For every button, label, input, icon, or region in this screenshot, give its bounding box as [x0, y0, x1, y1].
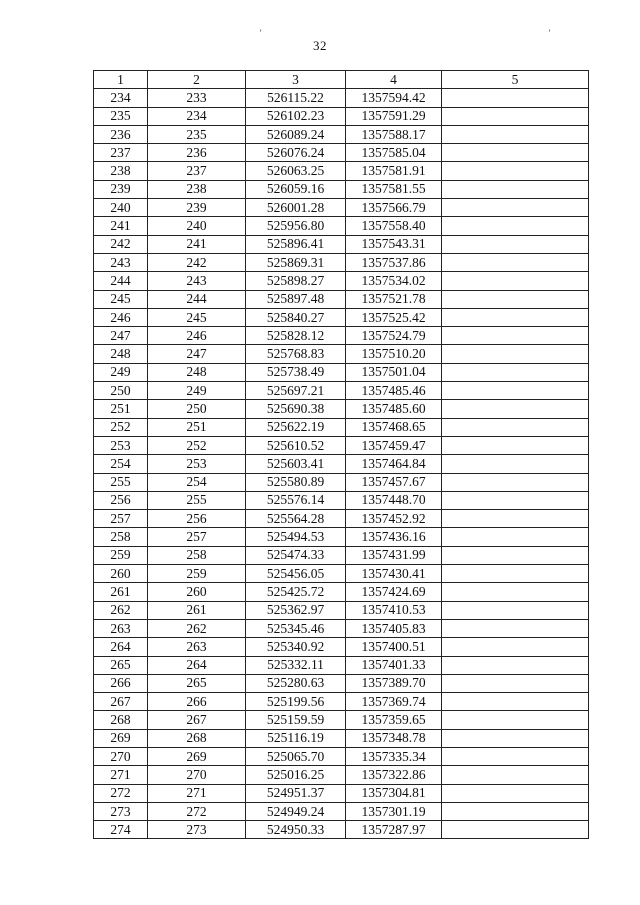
table-cell-col-1: 248	[94, 345, 148, 363]
table-cell-col-3: 526089.24	[246, 125, 346, 143]
table-cell-col-2: 250	[148, 400, 246, 418]
table-cell-col-3: 525474.33	[246, 546, 346, 564]
table-row	[94, 656, 589, 674]
table-cell-col-5	[442, 382, 589, 400]
table-row	[94, 693, 589, 711]
table-cell-col-3: 525580.89	[246, 473, 346, 491]
table-cell-col-4: 1357304.81	[346, 784, 442, 802]
table-cell-col-5	[442, 290, 589, 308]
table-cell-col-4: 1357525.42	[346, 308, 442, 326]
table-cell-col-3: 524949.24	[246, 802, 346, 820]
table-row	[94, 619, 589, 637]
table-cell-col-5	[442, 144, 589, 162]
table-cell-col-4: 1357566.79	[346, 199, 442, 217]
table-cell-col-4: 1357400.51	[346, 638, 442, 656]
table-cell-col-4: 1357322.86	[346, 766, 442, 784]
table-cell-col-4: 1357464.84	[346, 455, 442, 473]
table-cell-col-1: 261	[94, 583, 148, 601]
table-cell-col-4: 1357485.60	[346, 400, 442, 418]
table-cell-col-5	[442, 565, 589, 583]
table-cell-col-1: 235	[94, 107, 148, 125]
table-cell-col-1: 253	[94, 436, 148, 454]
table-row	[94, 821, 589, 839]
table-cell-col-1: 265	[94, 656, 148, 674]
table-row	[94, 199, 589, 217]
table-cell-col-5	[442, 235, 589, 253]
table-cell-col-3: 526102.23	[246, 107, 346, 125]
table-cell-col-2: 271	[148, 784, 246, 802]
table-cell-col-3: 525065.70	[246, 747, 346, 765]
table-cell-col-1: 245	[94, 290, 148, 308]
table-cell-col-4: 1357581.91	[346, 162, 442, 180]
table-cell-col-3: 525116.19	[246, 729, 346, 747]
table-cell-col-4: 1357588.17	[346, 125, 442, 143]
table-cell-col-3: 525603.41	[246, 455, 346, 473]
table-row	[94, 583, 589, 601]
table-cell-col-5	[442, 363, 589, 381]
table-row	[94, 363, 589, 381]
table-cell-col-5	[442, 638, 589, 656]
column-header-3: 3	[246, 71, 346, 89]
table-cell-col-3: 525362.97	[246, 601, 346, 619]
table-cell-col-1: 242	[94, 235, 148, 253]
table-cell-col-3: 526115.22	[246, 89, 346, 107]
table-row	[94, 400, 589, 418]
table-row	[94, 711, 589, 729]
table-row	[94, 89, 589, 107]
table-row	[94, 235, 589, 253]
table-row	[94, 565, 589, 583]
table-cell-col-2: 264	[148, 656, 246, 674]
table-cell-col-4: 1357359.65	[346, 711, 442, 729]
table-cell-col-4: 1357369.74	[346, 693, 442, 711]
table-cell-col-3: 525494.53	[246, 528, 346, 546]
table-cell-col-2: 241	[148, 235, 246, 253]
table-cell-col-1: 263	[94, 619, 148, 637]
scan-mark-left: ’	[259, 28, 262, 38]
table-cell-col-1: 273	[94, 802, 148, 820]
table-row	[94, 327, 589, 345]
table-row	[94, 253, 589, 271]
table-cell-col-4: 1357287.97	[346, 821, 442, 839]
table-cell-col-4: 1357594.42	[346, 89, 442, 107]
table-cell-col-1: 247	[94, 327, 148, 345]
table-cell-col-4: 1357585.04	[346, 144, 442, 162]
table-cell-col-5	[442, 693, 589, 711]
table-cell-col-5	[442, 199, 589, 217]
table-row	[94, 455, 589, 473]
table-cell-col-1: 271	[94, 766, 148, 784]
table-cell-col-4: 1357410.53	[346, 601, 442, 619]
table-cell-col-2: 240	[148, 217, 246, 235]
table-cell-col-4: 1357581.55	[346, 180, 442, 198]
table-cell-col-2: 270	[148, 766, 246, 784]
page-number: 32	[313, 38, 327, 53]
table-cell-col-5	[442, 455, 589, 473]
table-cell-col-4: 1357524.79	[346, 327, 442, 345]
table-cell-col-1: 244	[94, 272, 148, 290]
table-cell-col-4: 1357485.46	[346, 382, 442, 400]
table-cell-col-1: 250	[94, 382, 148, 400]
table-cell-col-4: 1357448.70	[346, 491, 442, 509]
table-cell-col-5	[442, 253, 589, 271]
table-cell-col-2: 268	[148, 729, 246, 747]
table-cell-col-3: 525898.27	[246, 272, 346, 290]
table-cell-col-1: 269	[94, 729, 148, 747]
table-row	[94, 601, 589, 619]
table-cell-col-1: 236	[94, 125, 148, 143]
table-cell-col-4: 1357543.31	[346, 235, 442, 253]
table-row	[94, 144, 589, 162]
table-cell-col-3: 525456.05	[246, 565, 346, 583]
table-cell-col-5	[442, 528, 589, 546]
table-cell-col-1: 252	[94, 418, 148, 436]
table-row	[94, 802, 589, 820]
table-cell-col-4: 1357431.99	[346, 546, 442, 564]
table-cell-col-3: 525016.25	[246, 766, 346, 784]
table-cell-col-5	[442, 674, 589, 692]
table-row	[94, 766, 589, 784]
table-cell-col-5	[442, 784, 589, 802]
table-cell-col-4: 1357401.33	[346, 656, 442, 674]
table-row	[94, 418, 589, 436]
table-cell-col-3: 525768.83	[246, 345, 346, 363]
header-row	[94, 71, 589, 89]
table-cell-col-2: 255	[148, 491, 246, 509]
table-row	[94, 290, 589, 308]
table-cell-col-4: 1357405.83	[346, 619, 442, 637]
table-cell-col-5	[442, 436, 589, 454]
table-cell-col-3: 525896.41	[246, 235, 346, 253]
table-cell-col-2: 267	[148, 711, 246, 729]
table-cell-col-4: 1357558.40	[346, 217, 442, 235]
table-cell-col-3: 526076.24	[246, 144, 346, 162]
table-cell-col-1: 266	[94, 674, 148, 692]
table-cell-col-2: 262	[148, 619, 246, 637]
table-row	[94, 473, 589, 491]
table-cell-col-3: 525425.72	[246, 583, 346, 601]
column-header-2: 2	[148, 71, 246, 89]
table-cell-col-1: 262	[94, 601, 148, 619]
table-cell-col-3: 525280.63	[246, 674, 346, 692]
table-cell-col-3: 525869.31	[246, 253, 346, 271]
table-cell-col-2: 248	[148, 363, 246, 381]
table-cell-col-3: 524950.33	[246, 821, 346, 839]
table-cell-col-1: 251	[94, 400, 148, 418]
table-cell-col-4: 1357301.19	[346, 802, 442, 820]
table-cell-col-1: 272	[94, 784, 148, 802]
table-cell-col-2: 233	[148, 89, 246, 107]
table-row	[94, 747, 589, 765]
table-cell-col-3: 525564.28	[246, 510, 346, 528]
table-cell-col-2: 246	[148, 327, 246, 345]
table-cell-col-2: 249	[148, 382, 246, 400]
table-cell-col-3: 526063.25	[246, 162, 346, 180]
table-cell-col-5	[442, 601, 589, 619]
table-cell-col-2: 273	[148, 821, 246, 839]
table-cell-col-3: 526059.16	[246, 180, 346, 198]
table-cell-col-5	[442, 473, 589, 491]
table-cell-col-5	[442, 802, 589, 820]
table-cell-col-2: 244	[148, 290, 246, 308]
table-cell-col-2: 258	[148, 546, 246, 564]
table-cell-col-1: 274	[94, 821, 148, 839]
table-cell-col-3: 525622.19	[246, 418, 346, 436]
table-cell-col-1: 270	[94, 747, 148, 765]
table-cell-col-5	[442, 327, 589, 345]
table-cell-col-2: 261	[148, 601, 246, 619]
table-cell-col-3: 525199.56	[246, 693, 346, 711]
table-cell-col-5	[442, 510, 589, 528]
table-cell-col-1: 249	[94, 363, 148, 381]
table-cell-col-5	[442, 272, 589, 290]
table-cell-col-1: 241	[94, 217, 148, 235]
table-header	[94, 71, 589, 89]
table-cell-col-3: 525332.11	[246, 656, 346, 674]
table-row	[94, 180, 589, 198]
table-cell-col-2: 252	[148, 436, 246, 454]
table-cell-col-2: 251	[148, 418, 246, 436]
table-cell-col-2: 272	[148, 802, 246, 820]
table-row	[94, 638, 589, 656]
table-row	[94, 510, 589, 528]
table-cell-col-3: 525697.21	[246, 382, 346, 400]
table-cell-col-3: 525897.48	[246, 290, 346, 308]
table-cell-col-4: 1357452.92	[346, 510, 442, 528]
table-cell-col-4: 1357335.34	[346, 747, 442, 765]
table-cell-col-1: 240	[94, 199, 148, 217]
table-cell-col-5	[442, 546, 589, 564]
column-header-4: 4	[346, 71, 442, 89]
table-cell-col-4: 1357501.04	[346, 363, 442, 381]
table-row	[94, 272, 589, 290]
table-cell-col-4: 1357537.86	[346, 253, 442, 271]
table-cell-col-3: 525340.92	[246, 638, 346, 656]
table-cell-col-2: 239	[148, 199, 246, 217]
table-cell-col-5	[442, 345, 589, 363]
table-cell-col-1: 237	[94, 144, 148, 162]
table-cell-col-3: 525159.59	[246, 711, 346, 729]
table-cell-col-5	[442, 400, 589, 418]
table-cell-col-5	[442, 491, 589, 509]
table-row	[94, 491, 589, 509]
table-row	[94, 345, 589, 363]
table-cell-col-5	[442, 729, 589, 747]
table-cell-col-3: 525345.46	[246, 619, 346, 637]
table-cell-col-2: 236	[148, 144, 246, 162]
table-cell-col-2: 237	[148, 162, 246, 180]
table-cell-col-1: 268	[94, 711, 148, 729]
table-cell-col-2: 245	[148, 308, 246, 326]
table-cell-col-2: 269	[148, 747, 246, 765]
table-cell-col-5	[442, 180, 589, 198]
table-cell-col-1: 257	[94, 510, 148, 528]
table-body	[94, 89, 589, 839]
coordinates-table	[93, 70, 589, 839]
table-cell-col-2: 266	[148, 693, 246, 711]
table-cell-col-1: 255	[94, 473, 148, 491]
table-cell-col-2: 238	[148, 180, 246, 198]
table-cell-col-1: 259	[94, 546, 148, 564]
table-cell-col-2: 253	[148, 455, 246, 473]
table-row	[94, 382, 589, 400]
table-cell-col-3: 525840.27	[246, 308, 346, 326]
table-cell-col-4: 1357457.67	[346, 473, 442, 491]
table-cell-col-3: 524951.37	[246, 784, 346, 802]
table-cell-col-5	[442, 125, 589, 143]
table-cell-col-5	[442, 619, 589, 637]
table-cell-col-4: 1357591.29	[346, 107, 442, 125]
table-cell-col-1: 238	[94, 162, 148, 180]
table-cell-col-4: 1357424.69	[346, 583, 442, 601]
table-cell-col-5	[442, 747, 589, 765]
table-cell-col-1: 264	[94, 638, 148, 656]
table-cell-col-1: 243	[94, 253, 148, 271]
column-header-5: 5	[442, 71, 589, 89]
table-row	[94, 107, 589, 125]
table-cell-col-3: 525956.80	[246, 217, 346, 235]
table-cell-col-4: 1357436.16	[346, 528, 442, 546]
table-cell-col-4: 1357510.20	[346, 345, 442, 363]
table-cell-col-2: 257	[148, 528, 246, 546]
table-row	[94, 674, 589, 692]
table-cell-col-5	[442, 308, 589, 326]
table-cell-col-1: 260	[94, 565, 148, 583]
table-cell-col-4: 1357459.47	[346, 436, 442, 454]
table-cell-col-4: 1357389.70	[346, 674, 442, 692]
table-cell-col-5	[442, 107, 589, 125]
table-cell-col-4: 1357468.65	[346, 418, 442, 436]
table-cell-col-5	[442, 711, 589, 729]
table-row	[94, 162, 589, 180]
table-cell-col-2: 260	[148, 583, 246, 601]
table-cell-col-5	[442, 583, 589, 601]
table-cell-col-1: 234	[94, 89, 148, 107]
table-cell-col-5	[442, 766, 589, 784]
table-cell-col-2: 242	[148, 253, 246, 271]
table-cell-col-4: 1357534.02	[346, 272, 442, 290]
table-cell-col-1: 256	[94, 491, 148, 509]
table-cell-col-5	[442, 217, 589, 235]
table-row	[94, 528, 589, 546]
table-cell-col-2: 234	[148, 107, 246, 125]
table-cell-col-3: 525828.12	[246, 327, 346, 345]
table-cell-col-3: 525738.49	[246, 363, 346, 381]
table-cell-col-4: 1357348.78	[346, 729, 442, 747]
table-cell-col-2: 247	[148, 345, 246, 363]
table-row	[94, 125, 589, 143]
table-row	[94, 546, 589, 564]
table-cell-col-2: 235	[148, 125, 246, 143]
table-cell-col-1: 246	[94, 308, 148, 326]
table-cell-col-5	[442, 89, 589, 107]
table-cell-col-4: 1357521.78	[346, 290, 442, 308]
table-cell-col-5	[442, 418, 589, 436]
table-row	[94, 436, 589, 454]
column-header-1: 1	[94, 71, 148, 89]
table-cell-col-4: 1357430.41	[346, 565, 442, 583]
table-cell-col-1: 267	[94, 693, 148, 711]
table-cell-col-3: 525690.38	[246, 400, 346, 418]
table-cell-col-3: 526001.28	[246, 199, 346, 217]
table-cell-col-5	[442, 656, 589, 674]
table-cell-col-2: 243	[148, 272, 246, 290]
table-cell-col-3: 525576.14	[246, 491, 346, 509]
table-row	[94, 784, 589, 802]
table-cell-col-2: 259	[148, 565, 246, 583]
table-cell-col-2: 265	[148, 674, 246, 692]
table-cell-col-1: 239	[94, 180, 148, 198]
table-cell-col-3: 525610.52	[246, 436, 346, 454]
table-row	[94, 217, 589, 235]
table-row	[94, 729, 589, 747]
table-cell-col-2: 254	[148, 473, 246, 491]
table-cell-col-1: 254	[94, 455, 148, 473]
table-cell-col-2: 263	[148, 638, 246, 656]
table-row	[94, 308, 589, 326]
table-cell-col-5	[442, 821, 589, 839]
table-cell-col-1: 258	[94, 528, 148, 546]
scan-mark-right: ’	[548, 28, 551, 38]
table-cell-col-5	[442, 162, 589, 180]
table-cell-col-2: 256	[148, 510, 246, 528]
